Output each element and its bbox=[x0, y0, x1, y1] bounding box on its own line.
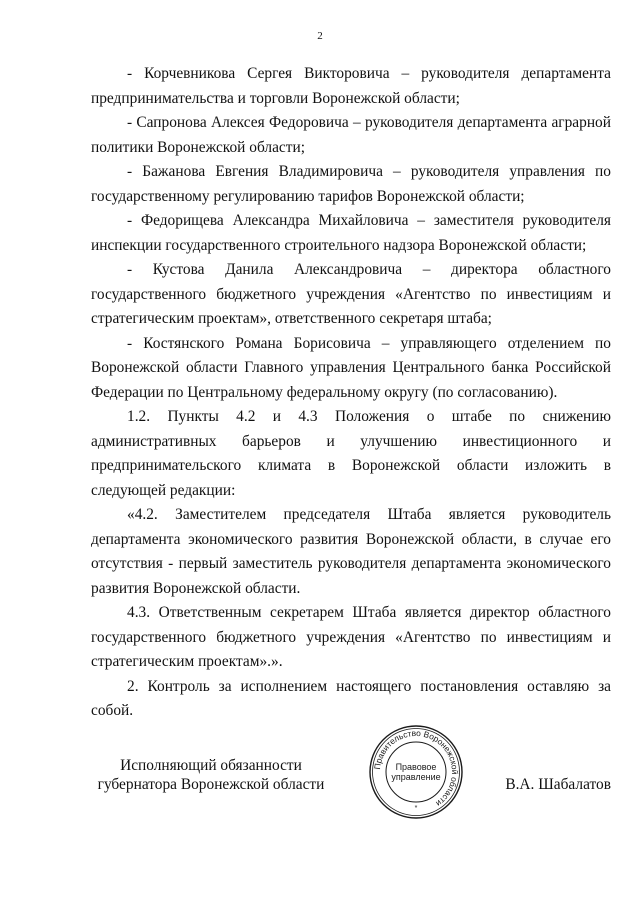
signatory-position-line-2: губернатора Воронежской области bbox=[97, 776, 325, 793]
page-number: 2 bbox=[317, 30, 323, 42]
official-stamp bbox=[366, 722, 466, 822]
list-item-kustov: - Кустова Данила Александровича – директора областного государственного бюджетного учреждения «Агентство по инвестициям и стратегическим проектам», ответственного секретаря штаба; bbox=[91, 261, 611, 327]
stamp-center-line-1: Правовое bbox=[395, 762, 437, 772]
list-item-fedorishchev: - Федорищева Александра Михайловича – заместителя руководителя инспекции государственного строительного надзора Воронежской области; bbox=[91, 212, 611, 254]
list-item-korchevnikov: - Корчевникова Сергея Викторовича – руководителя департамента предпринимательства и торговли Воронежской области; bbox=[91, 65, 611, 107]
clause-4-2: «4.2. Заместителем председателя Штаба является руководитель департамента экономического развития Воронежской области, в случае его отсутствия - первый заместитель руководителя департамента экономического развития Воронежской области. bbox=[91, 506, 611, 597]
list-item-kostyanskiy: - Костянского Романа Борисовича – управляющего отделением по Воронежской области Главного управления Центрального банка Российской Федерации по Центральному федеральному округу (по согласованию). bbox=[91, 334, 611, 401]
document-body bbox=[91, 62, 611, 724]
signatory-position-line-1: Исполняющий обязанности bbox=[120, 757, 302, 774]
stamp-star: * bbox=[414, 805, 418, 812]
clause-1-2: 1.2. Пункты 4.2 и 4.3 Положения о штабе по снижению административных барьеров и улучшению инвестиционного и предпринимательского климата в Воронежской области изложить в следующей редакции: bbox=[91, 408, 611, 499]
list-item-sapronov: - Сапронова Алексея Федоровича – руководителя департамента аграрной политики Воронежской области; bbox=[91, 114, 611, 156]
stamp-ring-text: Правительство Воронежской области bbox=[372, 727, 461, 809]
clause-4-3: 4.3. Ответственным секретарем Штаба является директор областного государственного бюджетного учреждения «Агентство по инвестициям и стратегическим проектам».». bbox=[91, 604, 611, 670]
list-item-bazhanov: - Бажанова Евгения Владимировича – руководителя управления по государственному регулированию тарифов Воронежской области; bbox=[91, 163, 611, 205]
clause-2: 2. Контроль за исполнением настоящего постановления оставляю за собой. bbox=[91, 677, 611, 719]
signatory-name: В.А. Шабалатов bbox=[505, 776, 611, 793]
signatory-position bbox=[91, 756, 331, 794]
stamp-center-line-2: управление bbox=[391, 772, 441, 782]
signature-block bbox=[91, 727, 611, 846]
